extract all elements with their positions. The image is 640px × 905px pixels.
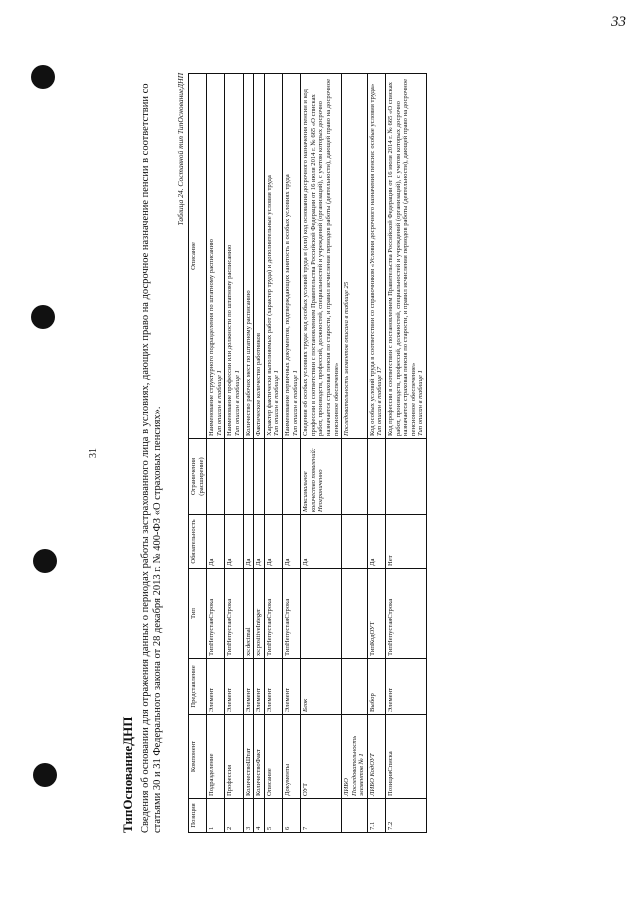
cell-position: 5 [264, 798, 282, 832]
cell-type: xs:positiveInteger [254, 568, 265, 658]
cell-position: 6 [282, 798, 300, 832]
table-row [254, 73, 265, 832]
cell-position: 4 [254, 798, 265, 832]
cell-description [367, 73, 385, 438]
table-row [243, 73, 254, 832]
cell-type: ТипНепустаяСтрока [264, 568, 282, 658]
description-text: Наименование структурного подразделения по штатному расписанию [208, 238, 216, 436]
cell-limits [254, 438, 265, 514]
description-text: Сведения об особых условиях труда: код особых условий труда и (или) код основания досрочного назначения пенсии и код профессии в соответствии с постановлением Правительства Российской Федерации от 16 июля 2014 г. № 665 «О списках работ, производств, профессий, должностей, специальностей и учреждений (организаций), с учетом которых досрочно назначается страховая пенсия по старости, и правил исчисления периодов работы (деятельности), дающей право на досрочное пенсионное обеспечение» [302, 78, 340, 436]
cell-representation: Элемент [282, 658, 300, 714]
header-limits: Ограничения (расширение) [189, 438, 207, 514]
cell-position: 3 [243, 798, 254, 832]
cell-component: Документы [282, 714, 300, 798]
cell-representation: Элемент [243, 658, 254, 714]
cell-description [254, 73, 265, 438]
cell-component: ЛИБО КодОУТ [367, 714, 385, 798]
cell-position: 2 [225, 798, 243, 832]
description-text: Последовательность элементов описана в таблице 25 [343, 281, 351, 436]
table-row [342, 73, 368, 832]
cell-description [301, 73, 342, 438]
table-caption: Таблица 24. Составной тип ТипОснованиеДНП [176, 72, 185, 226]
table-row [282, 73, 300, 832]
cell-required: Да [264, 514, 282, 568]
cell-representation: Блок [301, 658, 342, 714]
cell-position: 1 [207, 798, 225, 832]
cell-description [225, 73, 243, 438]
cell-position: 7.1 [367, 798, 385, 832]
cell-required [342, 514, 368, 568]
cell-description [386, 73, 427, 438]
cell-limits [367, 438, 385, 514]
cell-type: ТипНепустаяСтрока [225, 568, 243, 658]
cell-type [301, 568, 342, 658]
description-text: Количество рабочих мест по штатному расписанию [244, 289, 252, 436]
cell-limits [207, 438, 225, 514]
table-row [264, 73, 282, 832]
cell-required: Да [282, 514, 300, 568]
page-number: 31 [88, 447, 99, 458]
cell-type: ТипНепустаяСтрока [282, 568, 300, 658]
cell-required: Да [254, 514, 265, 568]
cell-component: Описание [264, 714, 282, 798]
cell-description [282, 73, 300, 438]
header-description: Описание [189, 73, 207, 438]
cell-limits [282, 438, 300, 514]
punch-hole [31, 65, 55, 89]
document-title: ТипОснованиеДНП [120, 716, 135, 833]
cell-required: Да [225, 514, 243, 568]
cell-required: Да [367, 514, 385, 568]
cell-component: ОУТ [301, 714, 342, 798]
description-note: Тип описан в таблице 17 [376, 366, 384, 436]
cell-component: Подразделение [207, 714, 225, 798]
description-text: Фактическое количество работников [255, 332, 263, 436]
table-row [207, 73, 225, 832]
cell-position: 7 [301, 798, 342, 832]
table-row [225, 73, 243, 832]
table-header-row [189, 73, 207, 832]
cell-component: ЛИБО Последовательность элементов № 1 [342, 714, 368, 798]
cell-component: ПозицияСписка [386, 714, 427, 798]
description-text: Код профессии в соответствии с постановлением Правительства Российской Федерации от 16 июля 2014 г. № 665 «О списках работ, производств, профессий, должностей, специальностей и учреждений (организаций), с учетом которых досрочно назначается страховая пенсия по старости, и правил исчисления периодов работы (деятельности), дающей право на досрочное пенсионное обеспечение» [387, 78, 417, 436]
cell-description [243, 73, 254, 438]
cell-representation: Элемент [225, 658, 243, 714]
cell-required: Да [207, 514, 225, 568]
table-row [367, 73, 385, 832]
header-type: Тип [189, 568, 207, 658]
header-component: Компонент [189, 714, 207, 798]
cell-description [264, 73, 282, 438]
punch-hole [33, 763, 57, 787]
cell-position: 7.2 [386, 798, 427, 832]
rotated-page [60, 43, 580, 863]
handwritten-page-number: 33 [611, 14, 626, 30]
cell-representation [342, 658, 368, 714]
document-subtitle: Сведения об основании для отражения данных о периодах работы застрахованного лица в условиях, дающих право на досрочное назначение пенсии в соответствии со статьями 30 и 31 Федерального закона от 28 декабря 2013 г. № 400-ФЗ «О страховых пенсиях». [140, 82, 163, 833]
table-row [301, 73, 342, 832]
cell-component: КоличествоФакт [254, 714, 265, 798]
cell-representation: Выбор [367, 658, 385, 714]
cell-type: ТипКодОУТ [367, 568, 385, 658]
description-text: Наименование профессии или должности по штатному расписанию [226, 244, 234, 436]
cell-type: ТипНепустаяСтрока [386, 568, 427, 658]
cell-type [342, 568, 368, 658]
description-note: Тип описан в таблице 1 [273, 369, 281, 436]
description-text: Код особых условий труда в соответствии со справочником «Условия досрочного назначения пенсии: особые условия труда» [368, 83, 376, 436]
cell-required: Да [301, 514, 342, 568]
cell-type: xs:decimal [243, 568, 254, 658]
cell-position [342, 798, 368, 832]
cell-representation: Элемент [264, 658, 282, 714]
cell-component: КоличествоШтат [243, 714, 254, 798]
description-note: Тип описан в таблице 1 [291, 369, 299, 436]
description-text: Наименование первичных документов, подтверждающих занятость в особых условиях труда [283, 173, 291, 436]
punch-hole [33, 549, 57, 573]
cell-limits [264, 438, 282, 514]
cell-limits: Максимальное количество появлений: Неограниченно [301, 438, 342, 514]
header-position: Позиция [189, 798, 207, 832]
description-text: Характер фактически выполняемых работ (характер труда) и дополнительные условия труда [265, 174, 273, 436]
cell-required: Да [243, 514, 254, 568]
cell-component: Профессия [225, 714, 243, 798]
cell-representation: Элемент [207, 658, 225, 714]
cell-required: Нет [386, 514, 427, 568]
description-note: Тип описан в таблице 1 [233, 369, 241, 436]
cell-type: ТипНепустаяСтрока [207, 568, 225, 658]
header-required: Обязательность [189, 514, 207, 568]
cell-description [207, 73, 225, 438]
cell-description [342, 73, 368, 438]
cell-representation: Элемент [254, 658, 265, 714]
cell-limits [243, 438, 254, 514]
cell-limits [386, 438, 427, 514]
punch-hole [31, 305, 55, 329]
type-definition-table [188, 73, 427, 833]
description-note: Тип описан в таблице 1 [417, 369, 425, 436]
table-row [386, 73, 427, 832]
cell-limits [342, 438, 368, 514]
description-note: Тип описан в таблице 1 [215, 369, 223, 436]
cell-limits [225, 438, 243, 514]
header-representation: Представление [189, 658, 207, 714]
cell-representation: Элемент [386, 658, 427, 714]
